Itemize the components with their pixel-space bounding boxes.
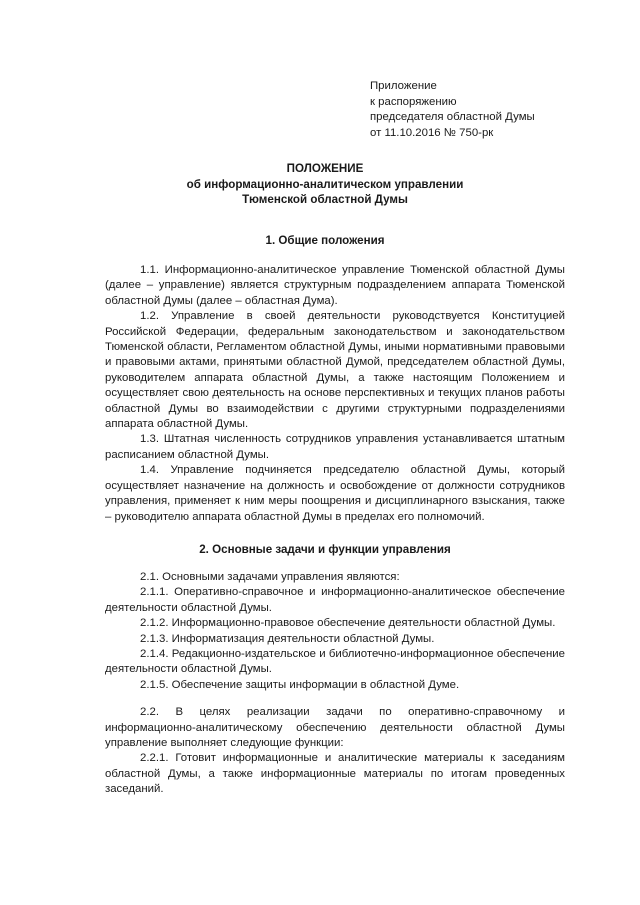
- section-2-heading: 2. Основные задачи и функции управления: [199, 543, 451, 556]
- paragraph: 2.1.4. Редакционно-издательское и библиотечно-информационное обеспечение деятельности областной Думы.: [105, 648, 565, 676]
- paragraph: 2.1. Основными задачами управления являются:: [140, 571, 400, 583]
- paragraph: 2.1.1. Оперативно-справочное и информационно-аналитическое обеспечение деятельности областной Думы.: [105, 586, 565, 614]
- approval-line: Приложение: [370, 80, 437, 92]
- paragraph: 2.1.3. Информатизация деятельности областной Думы.: [140, 632, 435, 645]
- paragraph: 2.1.5. Обеспечение защиты информации в областной Думе.: [140, 678, 460, 691]
- paragraph: 1.4. Управление подчиняется председателю областной Думы, который осуществляет назначение на должность и освобождение от должности сотрудников управления, применяет к ним меры поощрения и дисциплинарного взыскания, также – руководителю аппарата областной Думы в пределах его полномочий.: [105, 464, 565, 523]
- paragraph: 2.2. В целях реализации задачи по оперативно-справочному и информационно-аналитическому обеспечению деятельности областной Думы управление выполняет следующие функции:: [105, 706, 565, 750]
- title-line: Тюменской областной Думы: [242, 193, 408, 206]
- section-2-body: [105, 570, 565, 798]
- paragraph: 1.2. Управление в своей деятельности руководствуется Конституцией Российской Федерации, федеральным законодательством и законодательством Тюменской области, Регламентом областной Думы, иными нормативными правовыми и правовыми актами, принятыми областной Думой, председателем областной Думы, руководителем аппарата областной Думы, а также настоящим Положением и осуществляет свою деятельность на основе перспективных и текущих планов работы областной Думы во взаимодействии с другими структурными подразделениями аппарата областной Думы.: [105, 310, 565, 431]
- document-title: [105, 161, 545, 208]
- spacer: [105, 693, 565, 705]
- approval-date-number: от 11.10.2016 № 750-рк: [370, 126, 494, 139]
- title-line: об информационно-аналитическом управлении: [186, 177, 464, 191]
- section-1-heading: 1. Общие положения: [265, 234, 385, 247]
- approval-line: к распоряжению: [370, 95, 457, 108]
- paragraph: 2.2.1. Готовит информационные и аналитические материалы к заседаниям областной Думы, а также информационные материалы по итогам проведенных заседаний.: [105, 752, 565, 796]
- title-line: ПОЛОЖЕНИЕ: [286, 162, 364, 175]
- paragraph: 1.3. Штатная численность сотрудников управления устанавливается штатным расписанием областной Думы.: [105, 433, 565, 461]
- approval-line: председателя областной Думы: [370, 111, 535, 123]
- approval-stamp: [370, 79, 620, 141]
- section-1-body: [105, 263, 565, 525]
- paragraph: 2.1.2. Информационно-правовое обеспечение деятельности областной Думы.: [140, 617, 556, 630]
- paragraph: 1.1. Информационно-аналитическое управление Тюменской областной Думы (далее – управление) является структурным подразделением аппарата Тюменской областной Думы (далее – областная Дума).: [105, 264, 565, 307]
